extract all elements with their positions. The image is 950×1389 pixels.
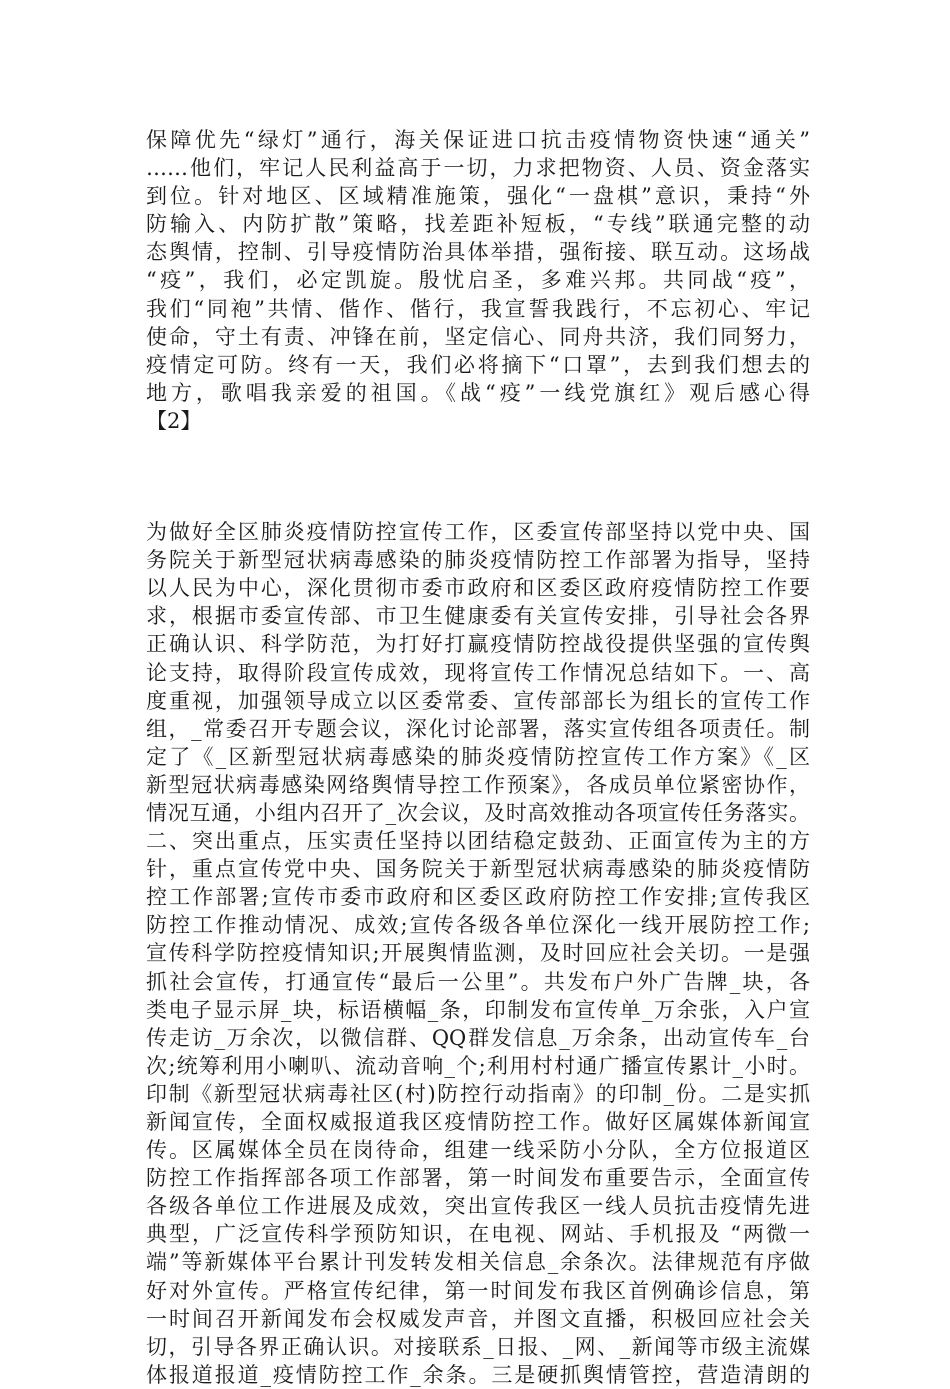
text-line: 切，引导各界正确认识。对接联系_日报、_网、_新闻等市级主流媒: [146, 1334, 810, 1359]
text-line: 印制《新型冠状病毒社区(村)防控行动指南》的印制_份。二是实抓: [146, 1081, 810, 1106]
text-line: 端”等新媒体平台累计刊发转发相关信息_余条次。法律规范有序做: [146, 1250, 810, 1275]
text-line: 地方，歌唱我亲爱的祖国。《战“疫”一线党旗红》观后感心得: [146, 380, 810, 405]
text-line: 各级各单位工作进展及成效，突出宣传我区一线人员抗击疫情先进: [146, 1194, 810, 1219]
text-line: 次;统筹利用小喇叭、流动音响_个;利用村村通广播宣传累计_小时。: [146, 1053, 810, 1078]
text-line: 态舆情，控制、引导疫情防治具体举措，强衔接、联互动。这场战: [146, 240, 810, 265]
text-line: 一时间召开新闻发布会权威发声音，并图文直播，积极回应社会关: [146, 1306, 810, 1331]
text-line: “疫”，我们，必定凯旋。殷忧启圣，多难兴邦。共同战“疫”，: [146, 268, 810, 293]
text-line: 正确认识、科学防范，为打好打赢疫情防控战役提供坚强的宣传舆: [146, 632, 810, 657]
text-line: 使命，守土有责、冲锋在前，坚定信心、同舟共济，我们同努力，: [146, 324, 810, 349]
text-line: 体报道报道_疫情防控工作_余条。三是硬抓舆情管控，营造清朗的: [146, 1362, 810, 1387]
text-line: 保障优先“绿灯”通行，海关保证进口抗击疫情物资快速“通关”: [146, 128, 810, 152]
document-page: [146, 126, 810, 1389]
text-line: 求，根据市委宣传部、市卫生健康委有关宣传安排，引导社会各界: [146, 604, 810, 629]
text-line: 传。区属媒体全员在岗待命，组建一线采防小分队，全方位报道区: [146, 1138, 810, 1163]
text-line: 传走访_万余次，以微信群、QQ群发信息_万余条，出动宣传车_台: [146, 1025, 810, 1050]
text-line: 务院关于新型冠状病毒感染的肺炎疫情防控工作部署为指导，坚持: [146, 548, 810, 573]
text-line: 新型冠状病毒感染网络舆情导控工作预案》，各成员单位紧密协作，: [146, 772, 810, 797]
text-line: 防控工作推动情况、成效;宣传各级各单位深化一线开展防控工作;: [146, 913, 810, 938]
text-line: 组，_常委召开专题会议，深化讨论部署，落实宣传组各项责任。制: [146, 716, 810, 741]
text-line: 【2】: [146, 408, 202, 433]
text-line: 到位。针对地区、区域精准施策，强化“一盘棋”意识，秉持“外: [146, 184, 810, 209]
text-line: 论支持，取得阶段宣传成效，现将宣传工作情况总结如下。一、高: [146, 660, 810, 685]
text-line: 我们“同袍”共情、偕作、偕行，我宣誓我践行，不忘初心、牢记: [146, 296, 810, 321]
text-line: 典型，广泛宣传科学预防知识，在电视、网站、手机报及 “两微一: [146, 1222, 810, 1247]
text-line: 新闻宣传，全面权威报道我区疫情防控工作。做好区属媒体新闻宣: [146, 1110, 810, 1134]
text-line: 针，重点宣传党中央、国务院关于新型冠状病毒感染的肺炎疫情防: [146, 857, 810, 882]
text-line: 疫情定可防。终有一天，我们必将摘下“口罩”，去到我们想去的: [146, 352, 810, 377]
text-line: 二、突出重点，压实责任坚持以团结稳定鼓劲、正面宣传为主的方: [146, 829, 810, 854]
text-line: 度重视，加强领导成立以区委常委、宣传部部长为组长的宣传工作: [146, 688, 810, 713]
text-line: 类电子显示屏_块，标语横幅_条，印制发布宣传单_万余张，入户宣: [146, 997, 810, 1022]
text-line: 控工作部署;宣传市委市政府和区委区政府防控工作安排;宣传我区: [146, 885, 810, 910]
text-line: 宣传科学防控疫情知识;开展舆情监测，及时回应社会关切。一是强: [146, 941, 810, 966]
text-line: 防控工作指挥部各项工作部署，第一时间发布重要告示，全面宣传: [146, 1166, 810, 1191]
paragraph-2: [146, 518, 810, 1389]
text-line: 为做好全区肺炎疫情防控宣传工作，区委宣传部坚持以党中央、国: [146, 520, 810, 545]
text-line: 定了《_区新型冠状病毒感染的肺炎疫情防控宣传工作方案》《_区: [146, 744, 810, 769]
text-line: 以人民为中心，深化贯彻市委市政府和区委区政府疫情防控工作要: [146, 576, 810, 601]
paragraph-spacer: [146, 435, 810, 518]
text-line: ……他们，牢记人民利益高于一切，力求把物资、人员、资金落实: [146, 156, 810, 181]
text-line: 防输入、内防扩散”策略，找差距补短板，“专线”联通完整的动: [146, 212, 810, 237]
text-line: 抓社会宣传，打通宣传“最后一公里”。共发布户外广告牌_块，各: [146, 969, 810, 994]
text-line: 好对外宣传。严格宣传纪律，第一时间发布我区首例确诊信息，第: [146, 1278, 810, 1303]
text-line: 情况互通，小组内召开了_次会议，及时高效推动各项宣传任务落实。: [146, 800, 810, 825]
paragraph-1: [146, 126, 810, 435]
